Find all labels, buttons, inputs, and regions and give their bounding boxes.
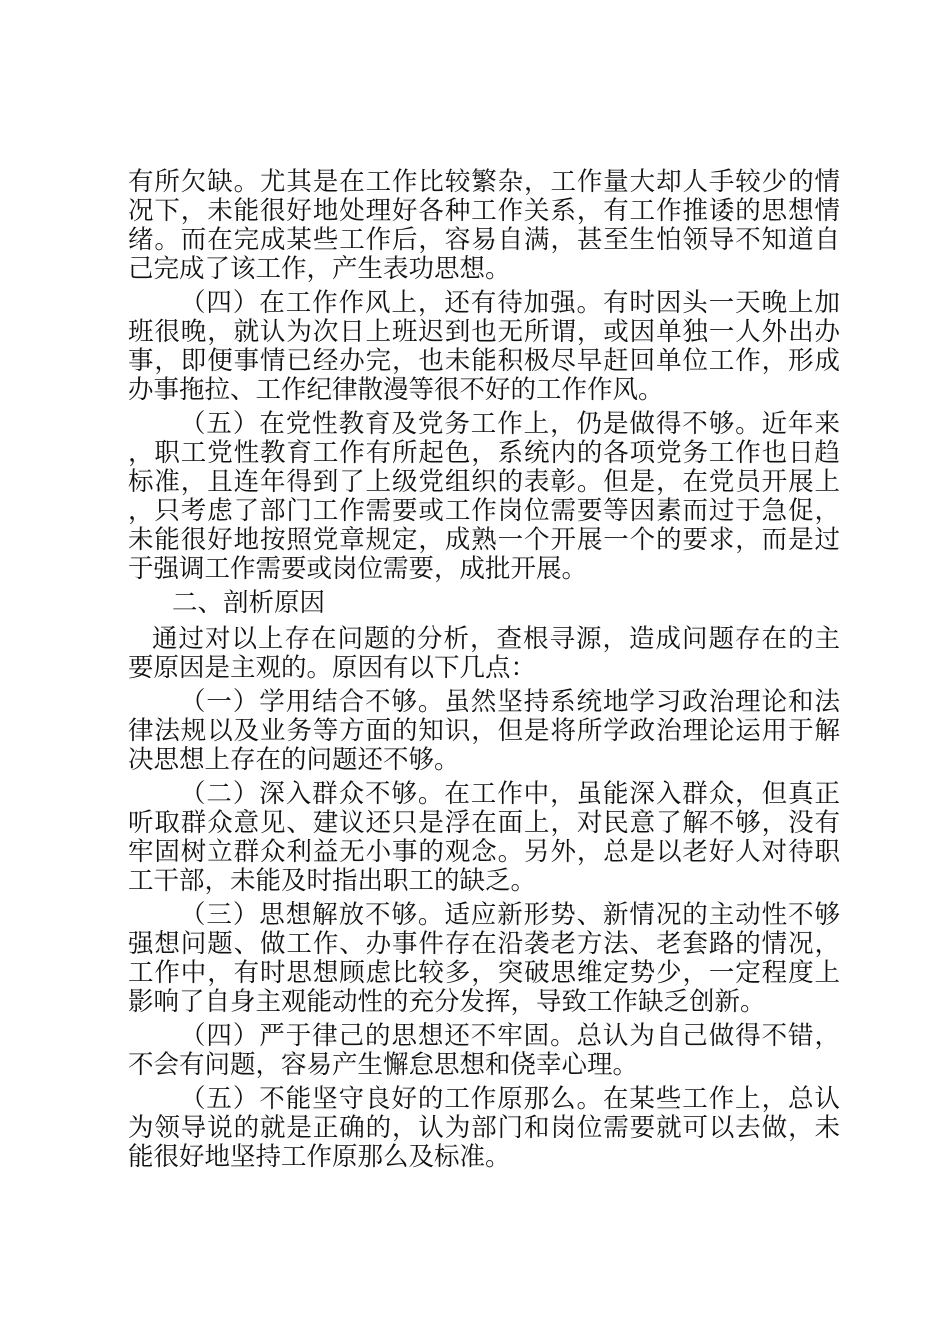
paragraph-cause-1: （一）学用结合不够。虽然坚持系统地学习政治理论和法律法规以及业务等方面的知识，但是将所学政治理论运用于解决思想上存在的问题还不够。 [128,687,840,775]
paragraph-cause-2: （二）深入群众不够。在工作中，虽能深入群众，但真正听取群众意见、建议还只是浮在面上，对民意了解不够，没有牢固树立群众利益无小事的观念。另外，总是以老好人对待职工干部，未能及时指出职工的缺乏。 [128,779,840,896]
paragraph-cause-3: （三）思想解放不够。适应新形势、新情况的主动性不够强想问题、做工作、办事件存在沿袭老方法、老套路的情况，工作中，有时思想顾虑比较多，突破思维定势少，一定程度上影响了自身主观能动性的充分发挥，导致工作缺乏创新。 [128,900,840,1017]
paragraph-cause-intro: 通过对以上存在问题的分析，查根寻源，造成问题存在的主要原因是主观的。原因有以下几点： [128,624,840,683]
paragraph-work-style: （四）在工作作风上，还有待加强。有时因头一天晚上加班很晚，就认为次日上班迟到也无所谓，或因单独一人外出办事，即便事情已经办完，也未能积极尽早赶回单位工作，形成办事拖拉、工作纪律散漫等很不好的工作作风。 [128,288,840,405]
paragraph-cause-5: （五）不能坚守良好的工作原那么。在某些工作上，总认为领导说的就是正确的，认为部门和岗位需要就可以去做，未能很好地坚持工作原那么及标准。 [128,1084,840,1172]
paragraph-party-education: （五）在党性教育及党务工作上，仍是做得不够。近年来，职工党性教育工作有所起色，系统内的各项党务工作也日趋标准，且连年得到了上级党组织的表彰。但是，在党员开展上，只考虑了部门工作需要或工作岗位需要等因素而过于急促，未能很好地按照党章规定，成熟一个开展一个的要求，而是过于强调工作需要或岗位需要，成批开展。 [128,409,840,584]
document-body [128,168,840,1172]
paragraph-continuation: 有所欠缺。尤其是在工作比较繁杂，工作量大却人手较少的情况下，未能很好地处理好各种工作关系，有工作推诿的思想情绪。而在完成某些工作后，容易自满，甚至生怕领导不知道自己完成了该工作，产生表功思想。 [128,167,840,284]
section-heading-cause-analysis: 二、剖析原因 [172,588,326,618]
paragraph-cause-4: （四）严于律己的思想还不牢固。总认为自己做得不错，不会有问题，容易产生懈怠思想和侥幸心理。 [128,1021,840,1080]
